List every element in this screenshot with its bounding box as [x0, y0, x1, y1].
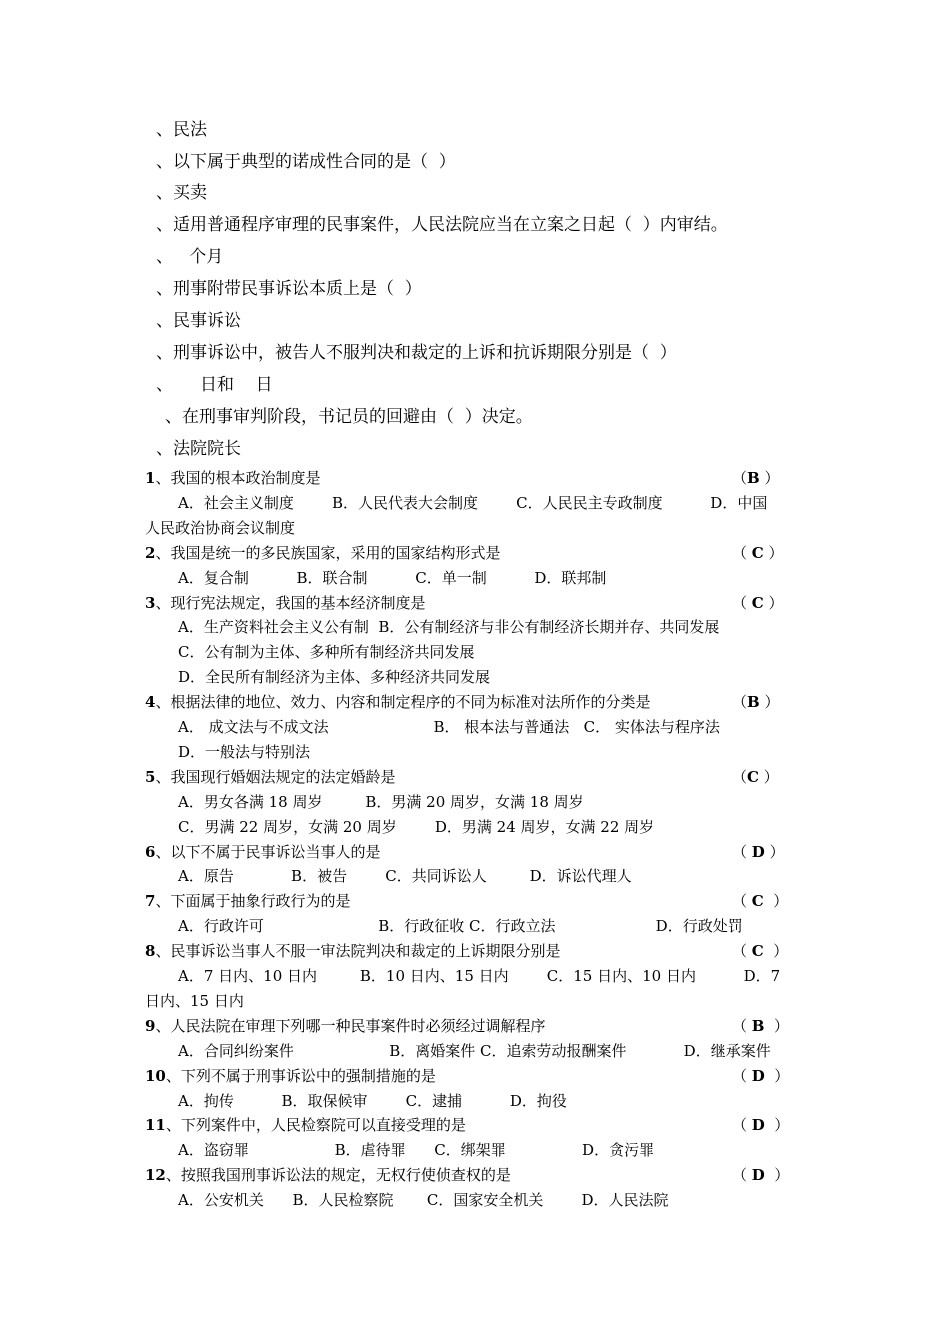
question-number: 4	[145, 693, 156, 712]
answer-key	[732, 890, 788, 912]
option-line: A． 成文法与不成文法 B． 根本法与普通法 C． 实体法与程序法	[178, 718, 720, 736]
answer-bracket-open: （	[732, 1116, 752, 1135]
intro-line: 、买卖	[156, 183, 207, 203]
option-wrap-line: 日内、15 日内	[145, 991, 244, 1010]
answer-bracket-open: （	[732, 469, 748, 487]
answer-key	[732, 1114, 789, 1136]
question-stem	[145, 1114, 785, 1136]
answer-letter: D	[751, 842, 765, 861]
option-line: A．合同纠纷案件 B．离婚案件 C．追索劳动报酬案件 D．继承案件	[178, 1041, 771, 1060]
question-number: 3	[145, 593, 156, 612]
question-stem	[145, 890, 785, 912]
intro-line: 、刑事诉讼中，被告人不服判决和裁定的上诉和抗诉期限分别是（ ）	[156, 343, 677, 363]
question-text: 、我国现行婚姻法规定的法定婚龄是	[155, 767, 396, 786]
answer-bracket-close: ）	[764, 842, 785, 861]
question-number: 1	[145, 469, 156, 487]
answer-letter: B	[747, 693, 760, 712]
answer-bracket-open: （	[732, 593, 752, 612]
answer-letter: D	[751, 1166, 765, 1185]
answer-bracket-open: （	[732, 543, 752, 562]
option-line: A．男女各满 18 周岁 B．男满 20 周岁，女满 18 周岁	[178, 792, 584, 811]
answer-letter: C	[751, 593, 764, 612]
question-stem	[145, 1015, 785, 1037]
answer-bracket-close: ）	[763, 593, 784, 612]
answer-bracket-open: （	[732, 842, 752, 861]
answer-bracket-close: ）	[764, 1166, 790, 1185]
intro-line: 、适用普通程序审理的民事案件，人民法院应当在立案之日起（ ）内审结。	[156, 215, 728, 235]
answer-key	[732, 940, 788, 962]
question-stem	[145, 467, 785, 489]
option-line: A．行政许可 B．行政征收 C．行政立法 D．行政处罚	[178, 917, 743, 936]
question-text: 、我国的根本政治制度是	[155, 469, 321, 487]
intro-line: 、在刑事审判阶段，书记员的回避由（ ）决定。	[165, 407, 533, 427]
question-stem	[145, 542, 785, 564]
option-line: A．复合制 B．联合制 C．单一制 D．联邦制	[178, 568, 607, 587]
answer-bracket-open: （	[732, 1166, 752, 1185]
question-text: 、按照我国刑事诉讼法的规定，无权行使侦查权的是	[165, 1166, 511, 1185]
answer-key	[732, 542, 784, 564]
question-stem	[145, 940, 785, 962]
answer-bracket-open: （	[732, 942, 752, 961]
answer-bracket-open: （	[732, 767, 748, 786]
answer-letter: D	[751, 1116, 765, 1135]
answer-key	[732, 1164, 789, 1186]
question-number: 6	[145, 842, 156, 861]
option-line: A．原告 B．被告 C．共同诉讼人 D．诉讼代理人	[178, 867, 632, 886]
answer-bracket-close: ）	[759, 693, 780, 712]
option-line: A．拘传 B．取保候审 C．逮捕 D．拘役	[178, 1091, 567, 1110]
question-text: 、下列不属于刑事诉讼中的强制措施的是	[165, 1066, 436, 1085]
option-line: D．一般法与特别法	[178, 742, 311, 761]
answer-bracket-open: （	[732, 1066, 752, 1085]
question-number: 10	[145, 1066, 166, 1085]
answer-bracket-close: ）	[758, 767, 779, 786]
option-line: A．生产资料社会主义公有制 B．公有制经济与非公有制经济长期并存、共同发展	[178, 618, 720, 637]
answer-key	[732, 841, 785, 863]
answer-bracket-open: （	[732, 1016, 752, 1035]
question-text: 、下列案件中，人民检察院可以直接受理的是	[165, 1116, 466, 1135]
answer-letter: D	[751, 1066, 765, 1085]
question-stem	[145, 841, 785, 863]
option-line: A．公安机关 B．人民检察院 C．国家安全机关 D．人民法院	[178, 1191, 669, 1210]
question-text: 、人民法院在审理下列哪一种民事案件时必须经过调解程序	[155, 1016, 546, 1035]
answer-letter: C	[751, 543, 764, 562]
question-stem	[145, 1164, 785, 1186]
option-line: C．男满 22 周岁，女满 20 周岁 D．男满 24 周岁，女满 22 周岁	[178, 817, 655, 836]
question-number: 8	[145, 942, 156, 961]
question-number: 12	[145, 1166, 166, 1185]
option-line: D．全民所有制经济为主体、多种经济共同发展	[178, 668, 491, 687]
option-line: A．社会主义制度 B．人民代表大会制度 C．人民民主专政制度 D．中国	[178, 493, 768, 512]
intro-line: 、 个月	[156, 247, 224, 267]
question-text: 、现行宪法规定，我国的基本经济制度是	[155, 593, 426, 612]
question-number: 7	[145, 892, 156, 911]
answer-key	[732, 467, 779, 489]
answer-letter: C	[751, 942, 764, 961]
question-number: 9	[145, 1016, 156, 1035]
question-text: 、我国是统一的多民族国家，采用的国家结构形式是	[155, 543, 501, 562]
question-stem	[145, 691, 785, 713]
answer-bracket-close: ）	[763, 942, 789, 961]
question-stem	[145, 592, 785, 614]
answer-letter: C	[751, 892, 764, 911]
answer-bracket-close: ）	[764, 1016, 790, 1035]
answer-letter: B	[747, 469, 760, 487]
question-text: 、根据法律的地位、效力、内容和制定程序的不同为标准对法所作的分类是	[155, 693, 651, 712]
answer-key	[732, 592, 784, 614]
answer-bracket-close: ）	[763, 543, 784, 562]
question-text: 、下面属于抽象行政行为的是	[155, 892, 351, 911]
intro-line: 、 日和 日	[156, 375, 273, 395]
option-line: A．盗窃罪 B．虐待罪 C．绑架罪 D．贪污罪	[178, 1141, 655, 1160]
answer-bracket-open: （	[732, 892, 752, 911]
question-text: 、民事诉讼当事人不服一审法院判决和裁定的上诉期限分别是	[155, 942, 561, 961]
answer-bracket-open: （	[732, 693, 748, 712]
answer-bracket-close: ）	[763, 892, 789, 911]
intro-line: 、刑事附带民事诉讼本质上是（ ）	[156, 279, 422, 299]
answer-key	[732, 1015, 789, 1037]
question-text: 、以下不属于民事诉讼当事人的是	[155, 842, 381, 861]
answer-bracket-close: ）	[764, 1116, 790, 1135]
intro-line: 、民事诉讼	[156, 311, 241, 331]
question-stem	[145, 1065, 785, 1087]
question-number: 2	[145, 543, 156, 562]
intro-line: 、民法	[156, 120, 207, 140]
question-number: 11	[145, 1116, 166, 1135]
option-wrap-line: 人民政治协商会议制度	[145, 518, 296, 537]
question-stem	[145, 766, 785, 788]
intro-line: 、法院院长	[156, 439, 241, 459]
question-number: 5	[145, 767, 156, 786]
answer-key	[732, 691, 779, 713]
answer-key	[732, 766, 779, 788]
option-line: A．7 日内、10 日内 B．10 日内、15 日内 C．15 日内、10 日内 D．7	[178, 967, 781, 985]
answer-key	[732, 1065, 789, 1087]
answer-bracket-close: ）	[759, 469, 780, 487]
answer-letter: C	[747, 767, 759, 786]
intro-line: 、以下属于典型的诺成性合同的是（ ）	[156, 152, 456, 172]
option-line: C．公有制为主体、多种所有制经济共同发展	[178, 643, 475, 662]
answer-bracket-close: ）	[764, 1066, 790, 1085]
answer-letter: B	[751, 1016, 765, 1035]
